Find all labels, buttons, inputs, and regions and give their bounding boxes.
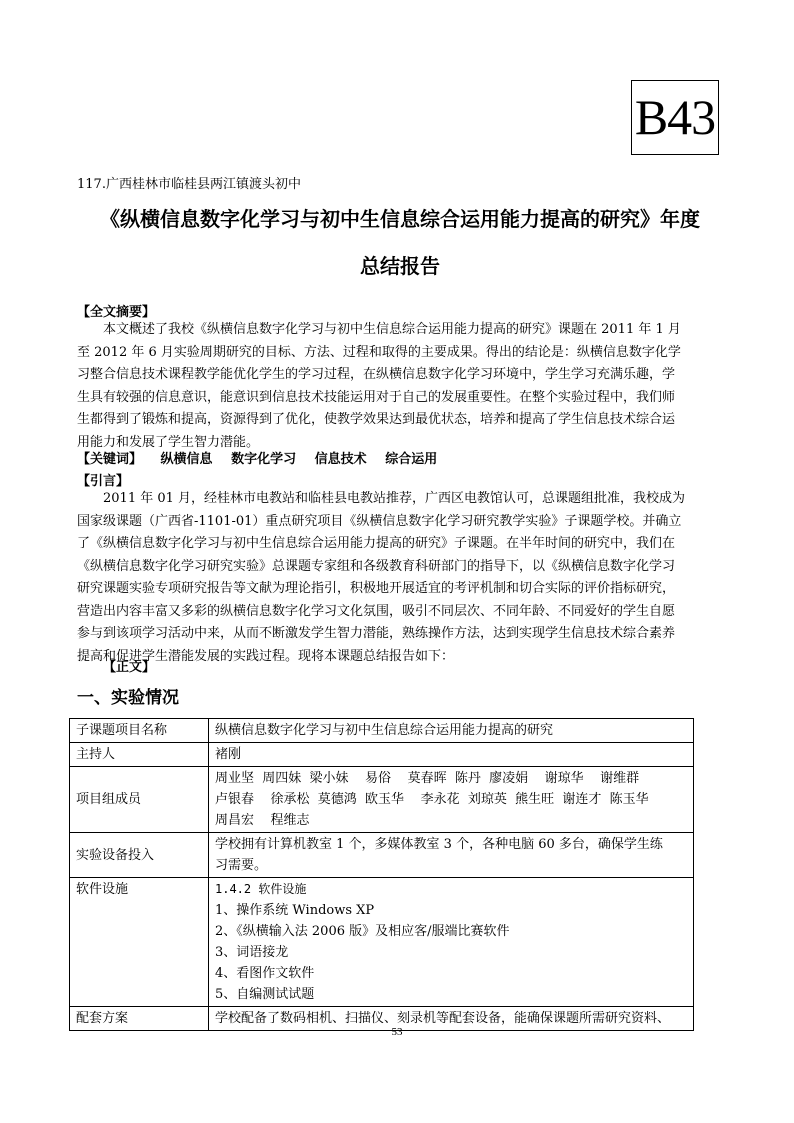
table-value-line: 纵横信息数字化学习与初中生信息综合运用能力提高的研究 — [215, 723, 554, 738]
intro-paragraph — [77, 488, 717, 668]
table-value-line: 褚刚 — [215, 747, 242, 762]
table-row — [70, 743, 694, 767]
table-value-line: 卢银春 徐承松 莫德鸿 欧玉华 李永花 刘琼英 熊生旺 谢连才 陈玉华 — [215, 792, 649, 807]
table-row — [70, 833, 694, 878]
section-heading: 一、实验情况 — [77, 688, 179, 708]
table-value-line: 1.4.2 软件设施 — [215, 882, 307, 896]
abstract-line: 本文概述了我校《纵横信息数字化学习与初中生信息综合运用能力提高的研究》课题在 2011 年 1 月 — [77, 322, 681, 337]
table-key-cell: 项目组成员 — [70, 767, 209, 833]
table-value-line: 5、自编测试试题 — [215, 987, 315, 1002]
report-title-line-1: 《纵横信息数字化学习与初中生信息综合运用能力提高的研究》年度 — [100, 207, 700, 231]
table-value-cell — [209, 719, 694, 743]
page-number: 53 — [391, 1026, 403, 1038]
table-key-cell: 软件设施 — [70, 878, 209, 1007]
table-value-line: 2、《纵横输入法 2006 版》及相应客/服端比赛软件 — [215, 924, 510, 939]
table-value-cell — [209, 833, 694, 878]
intro-label: 【引言】 — [77, 474, 130, 489]
table-row — [70, 878, 694, 1007]
table-key-cell: 实验设备投入 — [70, 833, 209, 878]
table-row — [70, 767, 694, 833]
abstract-paragraph — [77, 319, 717, 454]
table-value-line: 习需要。 — [215, 858, 268, 873]
table-value-line: 周业坚 周四妹 梁小妹 易俗 莫春晖 陈丹 廖凌娟 谢琼华 谢维群 — [215, 771, 640, 786]
keywords-label: 【关键词】 — [77, 452, 143, 467]
table-value-cell — [209, 878, 694, 1007]
abstract-line: 至 2012 年 6 月实验周期研究的目标、方法、过程和取得的主要成果。得出的结论是：纵横信息数字化学 — [77, 344, 681, 360]
keyword: 综合运用 — [385, 452, 438, 467]
table-value-line: 1、操作系统 Windows XP — [215, 903, 375, 918]
document-code-box: B43 — [631, 80, 719, 155]
intro-line: 了《纵横信息数字化学习与初中生信息综合运用能力提高的研究》子课题。在半年时间的研究中，我们在 — [77, 536, 676, 551]
body-label: 【正文】 — [103, 660, 156, 675]
table-key-cell: 子课题项目名称 — [70, 719, 209, 743]
school-name: 117.广西桂林市临桂县两江镇渡头初中 — [77, 177, 301, 192]
table-value-line: 学校拥有计算机教室 1 个，多媒体教室 3 个，各种电脑 60 多台，确保学生练 — [215, 837, 663, 852]
intro-line: 研究课题实验专项研究报告等文献为理论指引，积极地开展适宜的考评机制和切合实际的评价指标研究， — [77, 581, 676, 596]
intro-line: 参与到该项学习活动中来，从而不断激发学生智力潜能，熟练操作方法，达到实现学生信息技术综合素养 — [77, 626, 676, 641]
intro-line: 2011 年 01 月，经桂林市电教站和临桂县电教站推荐，广西区电教馆认可，总课题组批准，我校成为 — [77, 491, 686, 506]
abstract-line: 生具有较强的信息意识，能意识到信息技术技能运用对于自己的发展重要性。在整个实验过程中，我们师 — [77, 389, 676, 405]
intro-line: 营造出内容丰富又多彩的纵横信息数字化学习文化氛围，吸引不同层次、不同年龄、不同爱好的学生自愿 — [77, 603, 676, 619]
keyword: 数字化学习 — [231, 452, 297, 467]
keyword: 纵横信息 — [160, 452, 213, 467]
table-value-line: 学校配备了数码相机、扫描仪、刻录机等配套设备，能确保课题所需研究资料、 — [215, 1011, 671, 1026]
abstract-line: 用能力和发展了学生智力潜能。 — [77, 434, 260, 450]
table-row — [70, 719, 694, 743]
table-value-cell — [209, 743, 694, 767]
table-value-line: 4、看图作文软件 — [215, 966, 315, 981]
intro-line: 《纵横信息数字化学习研究实验》总课题专家组和各级教育科研部门的指导下，以《纵横信息数字化学习 — [77, 558, 676, 574]
table-value-line: 周昌宏 程维志 — [215, 813, 310, 828]
experiment-info-table — [69, 718, 694, 1031]
table-key-cell: 主持人 — [70, 743, 209, 767]
table-value-cell — [209, 767, 694, 833]
keyword: 信息技术 — [314, 452, 367, 467]
keywords-line — [77, 451, 451, 469]
abstract-line: 习整合信息技术课程教学能优化学生的学习过程，在纵横信息数字化学习环境中，学生学习充满乐趣，学 — [77, 367, 676, 382]
intro-line: 提高和促进学生潜能发展的实践过程。现将本课题总结报告如下： — [77, 648, 455, 664]
intro-line: 国家级课题（广西省-1101-01）重点研究项目《纵横信息数字化学习研究教学实验》子课题学校。并确立 — [77, 513, 682, 529]
table-key-cell: 配套方案 — [70, 1007, 209, 1031]
report-title-line-2: 总结报告 — [360, 254, 440, 278]
table-value-line: 3、词语接龙 — [215, 945, 289, 960]
abstract-line: 生都得到了锻炼和提高，资源得到了优化，使教学效果达到最优状态，培养和提高了学生信息技术综合运 — [77, 412, 676, 427]
abstract-label: 【全文摘要】 — [77, 305, 156, 320]
